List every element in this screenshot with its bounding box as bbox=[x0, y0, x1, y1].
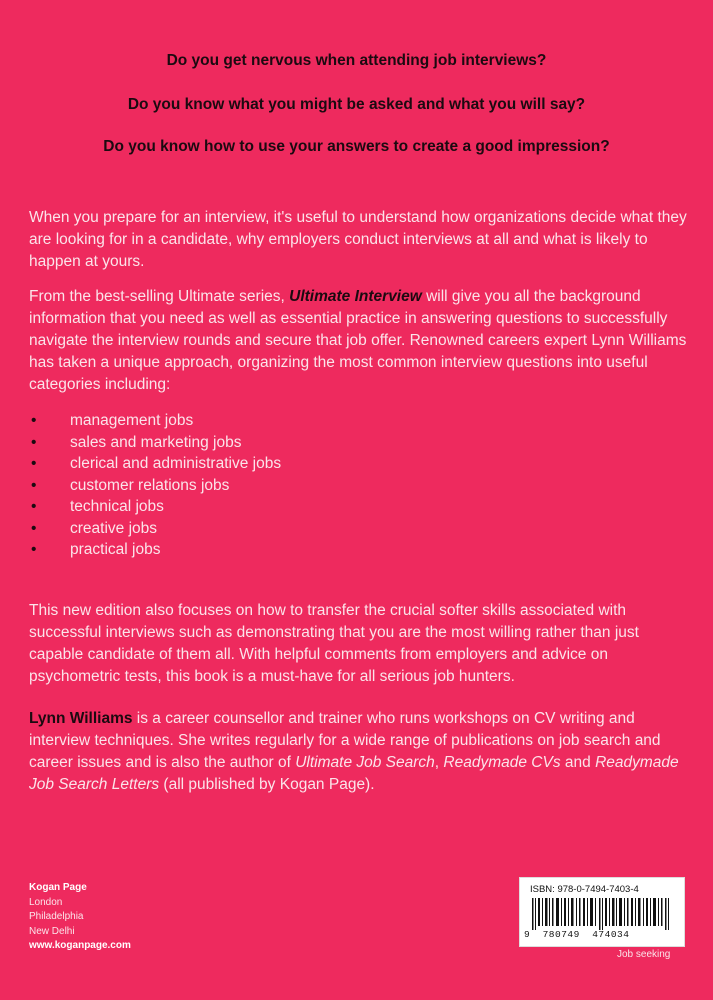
barcode-digits: 9 780749 474034 bbox=[524, 929, 630, 940]
publisher-city: New Delhi bbox=[29, 925, 75, 937]
author-bio: Lynn Williams is a career counsellor and trainer who runs workshops on CV writing and interview techniques. She writes regularly for a wide range of publications on job search and career issues and is also the author of Ultimate Job Search, Readymade CVs and Readymade Job Search Letters (all published by Kogan Page). bbox=[29, 710, 679, 793]
para2-after: will give you all the background information that you need as well as essential practice in answering questions to successfully navigate the interview rounds and secure that job offer. Renowned careers expert Lynn Williams has taken a unique approach, organizing the most common interview questions into useful categories including: bbox=[29, 288, 687, 393]
question-2: Do you know what you might be asked and what you will say? bbox=[127, 96, 586, 113]
publisher-name: Kogan Page bbox=[29, 882, 87, 893]
list-item: • creative jobs bbox=[29, 518, 281, 540]
list-item: • customer relations jobs bbox=[29, 475, 281, 497]
list-item: • practical jobs bbox=[29, 539, 281, 561]
list-item: • management jobs bbox=[29, 410, 281, 432]
bullet-icon: • bbox=[31, 433, 37, 451]
barcode-icon bbox=[530, 898, 674, 930]
bullet-icon: • bbox=[31, 541, 37, 558]
bullet-icon: • bbox=[31, 412, 37, 429]
book-ref-3: Readymade Job Search Letters bbox=[29, 754, 679, 793]
list-item: • sales and marketing jobs bbox=[29, 432, 281, 454]
book-title: Ultimate Interview bbox=[289, 288, 422, 305]
category-list bbox=[29, 410, 281, 561]
publisher-city: London bbox=[29, 896, 63, 908]
publisher-url: www.koganpage.com bbox=[29, 940, 131, 951]
bullet-icon: • bbox=[31, 519, 37, 537]
intro-paragraph: When you prepare for an interview, it's useful to understand how organizations decide what they are looking for in a candidate, why employers conduct interviews at all and what is likely to happen at yours. bbox=[29, 209, 687, 270]
book-ref-1: Ultimate Job Search bbox=[295, 754, 435, 771]
barcode-panel bbox=[519, 877, 685, 947]
bullet-icon: • bbox=[31, 455, 37, 472]
publisher-block bbox=[29, 881, 131, 954]
edition-paragraph: This new edition also focuses on how to transfer the crucial softer skills associated with successful interviews such as demonstrating that you are the most willing rather than just capable candidate of them all. With helpful comments from employers and advice on psychometric tests, this book is a must-have for all serious job hunters. bbox=[29, 602, 639, 685]
list-item: • clerical and administrative jobs bbox=[29, 453, 281, 475]
question-1: Do you get nervous when attending job interviews? bbox=[166, 52, 547, 69]
bullet-icon: • bbox=[31, 476, 37, 494]
book-ref-2: Readymade CVs bbox=[443, 754, 561, 771]
para2-before: From the best-selling Ultimate series, bbox=[29, 288, 290, 305]
bullet-icon: • bbox=[31, 498, 37, 515]
category-label: Job seeking bbox=[617, 949, 671, 960]
isbn-label: ISBN: 978-0-7494-7403-4 bbox=[530, 884, 639, 895]
description-paragraph bbox=[29, 286, 689, 396]
publisher-city: Philadelphia bbox=[29, 911, 84, 922]
question-3: Do you know how to use your answers to create a good impression? bbox=[103, 138, 610, 155]
list-item: • technical jobs bbox=[29, 496, 281, 518]
author-name: Lynn Williams bbox=[29, 710, 133, 727]
